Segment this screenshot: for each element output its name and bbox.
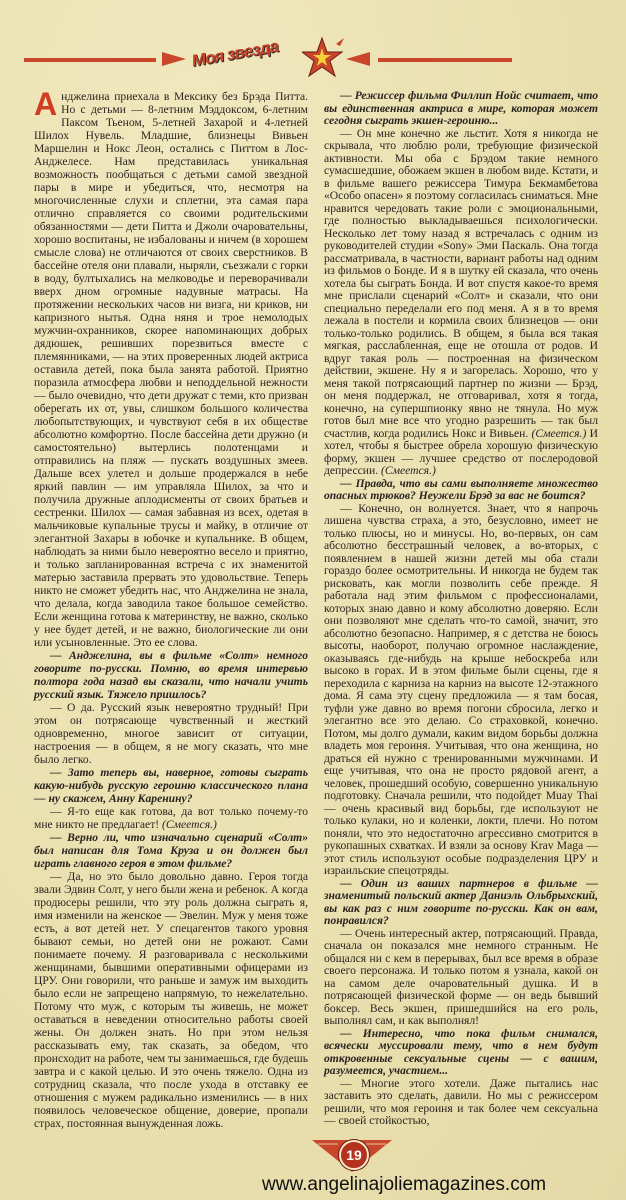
paragraph-text: — Я-то еще как готова, да вот только почему-то мне никто не предлагает! bbox=[34, 805, 308, 831]
page-footer bbox=[0, 1138, 626, 1200]
paragraph-text: И хотел, чтобы я быстрее обрела хорошую физическую форму, экшен — лучшее средство от послеродовой депрессии. bbox=[324, 426, 598, 477]
header-rule-left bbox=[24, 58, 156, 62]
interview-question: — Интересно, что пока фильм снимался, всячески муссировали тему, что в нем будут откровенные сексуальные сцены — с вашим, разумеется, участием... bbox=[324, 1026, 598, 1077]
section-header bbox=[0, 36, 626, 88]
header-rule-right bbox=[378, 58, 512, 62]
interview-question: — Режиссер фильма Филлип Нойс считает, что вы единственная актриса в мире, которая может сегодня сыграть экшен-героиню... bbox=[324, 89, 598, 127]
website-watermark: www.angelinajoliemagazines.com bbox=[262, 1174, 547, 1195]
interview-question: — Зато теперь вы, наверное, готовы сыграть какую-нибудь русскую героиню классического плана — ну скажем, Анну Каренину? bbox=[34, 766, 308, 805]
interview-answer bbox=[34, 805, 308, 831]
section-title: Моя звезда bbox=[192, 36, 278, 71]
interview-question: — Правда, что вы сами выполняете множество опасных трюков? Неужели Брэд за вас не боится? bbox=[324, 476, 598, 502]
interview-answer: — Да, но это было довольно давно. Героя тогда звали Эдвин Солт, у него были жена и ребенок. А когда продюсеры решили, что эту роль должна сыграть я, имя изменили на женское — Эвелин. Муж у меня тоже есть, а вот детей нет. У спецагентов такого уровня бывают семьи, но детей они не рожают. Сами понимаете почему. Я разговаривала с несколькими женщинами, бывшими оперативными офицерами из ЦРУ. Они говорили, что раньше и замуж им выходить было если не запрещено напрямую, то нежелательно. Потому что муж, с которым ты живешь, не может оставаться в неведении относительно работы своей жены. Он должен знать. Но при этом нельзя рассказывать ему, так сказать, за обедом, что происходит на работе, чем ты занимаешься, где будешь завтра и с какой целью. И это очень тяжело. Одна из сотрудниц сказала, что после ухода в отставку ее отношения с мужем радикально изменились — в них появилось человеческое общение, доверие, пропали страх, постоянная вынужденная ложь. bbox=[34, 870, 308, 1130]
interview-answer: — Очень интересный актер, потрясающий. Правда, сначала он показался мне немного странным. Не общался ни с кем в перерывах, был все время в образе своего персонажа. И только потом я узнала, какой он на самом деле очаровательный душка. И в потрясающей физической форме — он ведь бывший боксер. Весь экшен, пришедшийся на его роль, выполнял сам, и как выполнял! bbox=[324, 926, 598, 1027]
page-number: 19 bbox=[339, 1140, 369, 1170]
interview-question: — Верно ли, что изначально сценарий «Солт» был написан для Тома Круза и он должен был играть главного героя в этом фильме? bbox=[34, 831, 308, 870]
interview-answer bbox=[324, 128, 598, 478]
interview-question: — Анджелина, вы в фильме «Солт» немного говорите по-русски. Помню, во время интервью полтора года назад вы сказали, что начали учить русский язык. Тяжело пришлось? bbox=[34, 649, 308, 701]
paragraph-text: нджелина приехала в Мексику без Брэда Питта. Но с детьми — 8-летним Мэддоксом, 6-летним Паксом Тьеном, 5-летней Захарой и 4-летней Шилох Нувель. Младшие, близнецы Вивьен Маршелин и Нокс Леон, остались с Питтом в Лос-Анджелесе. Нам представилась уникальная возможность пообщаться с детьми самой звездной пары в мире и убедиться, что, несмотря на многочисленные слухи и сплетни, эта самая пара отлично справляется со своими родительскими обязанностями — дети Питта и Джоли очаровательны, хорошо воспитаны, не избалованы и ничем (в хорошем смысле слова) не отличаются от своих сверстников. В бассейне отеля они плавали, ныряли, съезжали с горки в воду, бултыхались на мелководье и переворачивали вверх дном огромные надувные матрасы. На протяжении нескольких часов ни визга, ни криков, ни капризного нытья. Одна няня и трое немолодых мужчин-охранников, скорее напоминающих добрых дядюшек, решивших порезвиться вместе с племянниками, — на этих проверенных людей актриса оставила детей, пока была занята работой. Приятно поразила атмосфера любви и неподдельной нежности — было очевидно, что дети дружат с теми, кто призван оберегать их от, увы, слишком большого количества любопытствующих, и чувствуют себя в их обществе абсолютно комфортно. После бассейна дети дружно (и самостоятельно) вытерлись полотенцами и отправились на пляж — пускать воздушных змеев. Дальше всех улетел и дольше продержался в небе яркий павлин — им управляла Шилох, за что и получила дружные аплодисменты от своих братьев и сестренки. Шилох — самая забавная из всех, одетая в мальчиковые купальные трусы и майку, в отличие от элегантной Захары в юбочке и купальнике. В общем, наблюдать за ними было невероятно весело и приятно, и только запланированная встреча с их знаменитой матерью заставила прервать это удовольствие. Теперь никто не сможет убедить нас, что Анджелина не знала, что делала, когда заводила такое большое семейство. Если женщина готова к материнству, не важно, сколько у нее будет детей, и не важно, биологические ли они или усыновленные. Это ее слова. bbox=[34, 90, 308, 649]
interview-answer: — О да. Русский язык невероятно трудный! При этом он потрясающе чувственный и жесткий одновременно, многое зависит от ситуации, настроения — в общем, я не могу сказать, что мне было легко. bbox=[34, 701, 308, 766]
header-arrow-right-icon bbox=[346, 52, 370, 66]
interview-answer: — Многие этого хотели. Даже пытались нас заставить это сделать, давили. Но мы с режиссером решили, что моя героиня и так более чем сексуальна — своей стойкостью, bbox=[324, 1076, 598, 1127]
laugh-note: (Смеется.) bbox=[531, 426, 587, 440]
intro-paragraph bbox=[34, 86, 308, 649]
article-body bbox=[34, 86, 600, 1130]
section-logo bbox=[192, 38, 342, 82]
interview-answer: — Конечно, он волнуется. Знает, что я напрочь лишена чувства страха, а это, безусловно, имеет не только плюсы, но и минусы. Но, во-первых, он сам абсолютно бесстрашный человек, а во-вторых, с появлением в нашей жизни детей мы оба стали гораздо более осмотрительны. И никогда не будем так рисковать, как могли позволить себе прежде. Я работала над этим фильмом с профессионалами, которых знаю давно и кому абсолютно доверяю. Если они позволяют мне сделать что-то самой, значит, это абсолютно безопасно. Например, я с детства не боюсь высоты, наоборот, получаю огромное наслаждение, оказываясь где-нибудь на крыше небоскреба или высоко в горах. И в этом фильме были сцены, где я переходила с карниза на карниз на высоте 12-этажного дома. Я сама эту сцену предложила — я там босая, туфли уже давно во время погони сбросила, легко и элегантно все это делаю. Со страховкой, конечно. Потом, мы долго думали, каким видом борьбы должна владеть моя героиня. Учитывая, что она женщина, но драться ей нужно с тренированными мужчинами. И еще учитывая, что она не просто рядовой агент, а человек, прошедший особую, совершенно уникальную подготовку. Сначала решили, что подойдет Muay Thai — очень красивый вид борьбы, где используют не только кулаки, но и коленки, локти, плечи. Но потом поняли, что это недостаточно агрессивно смотрится в рукопашных схватках. И взяли за основу Krav Maga — этот стиль используют особые подразделения ЦРУ и израильские спецотряды. bbox=[324, 501, 598, 877]
laugh-note: (Смеется.) bbox=[381, 464, 436, 477]
drop-cap: А bbox=[34, 86, 58, 122]
star-burst-icon bbox=[302, 36, 346, 82]
left-column bbox=[34, 86, 308, 1130]
laugh-note: (Смеется.) bbox=[162, 818, 217, 831]
page-badge bbox=[312, 1138, 392, 1172]
interview-question: — Один из ваших партнеров в фильме — знаменитый польский актер Даниэль Ольбрыхский, вы как раз с ним говорите по-русски. Как он вам, понравился? bbox=[324, 876, 598, 927]
paragraph-text: — Он мне конечно же льстит. Хотя я никогда не скрывала, что люблю роли, требующие физической активности. Мы оба с Брэдом такие немного сумасшедшие, обожаем экшен в любом виде. Кстати, и в фильме вашего режиссера Тимура Бекмамбетова «Особо опасен» я поэтому согласилась сниматься. Мне нравится чередовать такие роли с эмоциональными, где полностью выкладываешься психологически. Несколько лет тому назад я встречалась с одним из руководителей студии «Sony» Эми Паскаль. Она тогда рассматривала, в частности, вариант работы над одним из фильмов о Бонде. И я в шутку ей сказала, что очень хотела бы сыграть Бонда. И вот спустя какое-то время мне прислали сценарий «Солт» и сказали, что они специально переделали его под меня. А я в то время лежала в постели и кормила своих близнецов — они только-только родились. В общем, я была вся такая мягкая, расслабленная, еще не отошла от родов. И вдруг такая роль — построенная на физическом действии, экшене. Ну я и загорелась. Хорошо, что у меня такой потрясающий партнер по жизни — Брэд, он меня поддержал, не отговаривал, хотя я тогда, конечно, на супершпионку явно не тянула. Но муж готов был мне все что угодно разрешить — так был счастлив, когда родились Нокс и Вивьен. bbox=[324, 126, 598, 440]
right-column bbox=[324, 90, 598, 1128]
header-arrow-left-icon bbox=[162, 52, 186, 66]
